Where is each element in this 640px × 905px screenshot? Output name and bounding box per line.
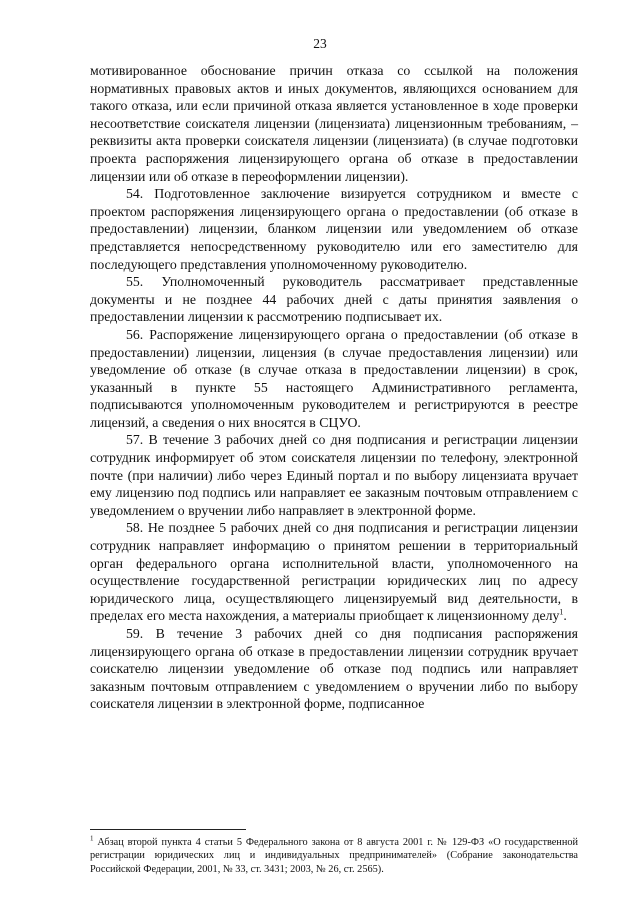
paragraph-58-text: 58. Не позднее 5 рабочих дней со дня подписания и регистрации лицензии сотрудник направляет информацию о принятом решении в территориальный орган федерального органа исполнительной власти, уполномоченного на осуществление государственной регистрации юридических лиц по адресу юридического лица, осуществляющего лицензируемый вид деятельности, в пределах его места нахождения, а материалы приобщает к лицензионному делу: [90, 520, 578, 624]
footnote: [90, 836, 578, 876]
page-number: 23: [313, 36, 327, 51]
footnote-marker: 1: [90, 834, 94, 843]
footnote-reference: 1: [559, 607, 564, 617]
document-body: [90, 62, 578, 713]
paragraph-56: 56. Распоряжение лицензирующего органа о предоставлении (об отказе в предоставлении) лицензии, лицензия (в случае предоставления лицензии) или уведомление об отказе (в случае отказа в предоставлении лицензии) в срок, указанный в пункте 55 настоящего Административного регламента, подписываются уполномоченным руководителем и регистрируются в реестре лицензий, а сведения о них вносятся в СЦУО.: [90, 326, 578, 430]
paragraph-58-end: .: [563, 608, 567, 624]
paragraph-57: 57. В течение 3 рабочих дней со дня подписания и регистрации лицензии сотрудник информирует об этом соискателя лицензии по телефону, электронной почте (при наличии) либо через Единый портал и по выбору лицензиата вручает ему лицензию под подпись или направляет ее заказным почтовым отправлением с уведомлением о вручении либо направляет в электронной форме.: [90, 432, 578, 518]
footnote-divider: [90, 829, 246, 830]
paragraph-59: 59. В течение 3 рабочих дней со дня подписания распоряжения лицензирующего органа об отказе в предоставлении лицензии сотрудник вручает соискателю лицензии уведомление об отказе под подпись или направляет заказным почтовым отправлением с уведомлением о вручении либо по выбору соискателя лицензии в электронной форме, подписанное: [90, 626, 578, 712]
paragraph-58: [90, 519, 578, 625]
paragraph-54: 54. Подготовленное заключение визируется сотрудником и вместе с проектом распоряжения лицензирующего органа о предоставлении (об отказе в предоставлении) лицензии, бланком лицензии или уведомлением об отказе представляется непосредственному руководителю или его заместителю для последующего представления уполномоченному руководителю.: [90, 186, 578, 272]
paragraph-55: 55. Уполномоченный руководитель рассматривает представленные документы и не позднее 44 рабочих дней с даты принятия заявления о предоставлении лицензии к рассмотрению подписывает их.: [90, 274, 578, 325]
paragraph-continuation: мотивированное обоснование причин отказа со ссылкой на положения нормативных правовых актов и иных документов, являющихся основанием для такого отказа, или если причиной отказа является установленное в ходе проверки несоответствие соискателя лицензии (лицензиата) лицензионным требованиям, – реквизиты акта проверки соискателя лицензии (лицензиата) (в случае подготовки проекта распоряжения лицензирующего органа об отказе в предоставлении лицензии или об отказе в переоформлении лицензии).: [90, 63, 578, 184]
footnote-text: Абзац второй пункта 4 статьи 5 Федерального закона от 8 августа 2001 г. № 129-ФЗ «О государственной регистрации юридических лиц и индивидуальных предпринимателей» (Собрание законодательства Российской Федерации, 2001, № 33, ст. 3431; 2003, № 26, ст. 2565).: [90, 837, 578, 875]
